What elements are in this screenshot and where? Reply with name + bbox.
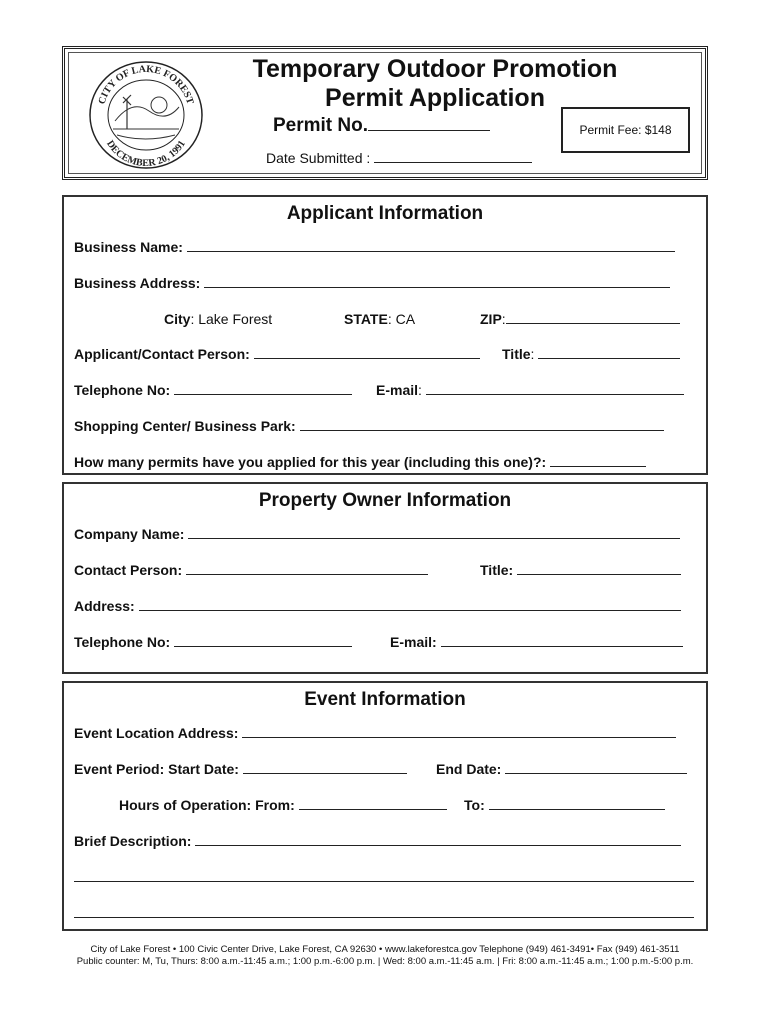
svg-text:DECEMBER 20, 1991: DECEMBER 20, 1991 <box>104 138 188 170</box>
owner-email-label: E-mail: <box>390 634 437 650</box>
start-date-field[interactable] <box>74 761 407 777</box>
applicant-title-field[interactable] <box>502 346 680 362</box>
hours-from-field[interactable] <box>119 797 447 813</box>
date-submitted-label: Date Submitted : <box>266 150 371 166</box>
applicant-section <box>62 195 708 475</box>
business-address-field[interactable] <box>74 275 670 291</box>
header-box <box>62 46 708 180</box>
applicant-telephone-label: Telephone No: <box>74 382 171 398</box>
event-section-title: Event Information <box>304 689 466 710</box>
description-field[interactable] <box>74 833 681 849</box>
zip-field[interactable] <box>480 311 680 327</box>
owner-title-label: Title: <box>480 562 514 578</box>
shopping-center-label: Shopping Center/ Business Park: <box>74 418 296 434</box>
zip-separator: : <box>501 311 506 327</box>
applicant-email-line[interactable] <box>426 382 684 395</box>
city-field <box>164 311 272 327</box>
footer-hours: Public counter: M, Tu, Thurs: 8:00 a.m.-11:45 a.m.; 1:00 p.m.-6:00 p.m. | Wed: 8:00 a.m.-11:45 a.m. | Fri: 8:00 a.m.-11:45 a.m.; 1:00 p.m.-5:00 p.m. <box>76 956 694 967</box>
zip-label: ZIP <box>480 311 502 327</box>
end-date-field[interactable] <box>436 761 687 777</box>
permit-no-label: Permit No. <box>273 115 369 136</box>
owner-title-field[interactable] <box>480 562 681 578</box>
permit-fee-text: Permit Fee: $148 <box>579 123 672 137</box>
permit-no-field[interactable] <box>273 115 490 137</box>
end-date-line[interactable] <box>505 761 687 774</box>
applicant-title-line[interactable] <box>538 346 680 359</box>
description-line-1[interactable] <box>195 833 681 846</box>
hours-from-label: Hours of Operation: From: <box>119 797 295 813</box>
owner-telephone-label: Telephone No: <box>74 634 171 650</box>
form-title-line2: Permit Application <box>325 84 545 112</box>
permit-fee-box <box>561 107 690 153</box>
applicant-email-separator: : <box>418 382 422 398</box>
owner-section-title: Property Owner Information <box>258 490 512 511</box>
end-date-label: End Date: <box>436 761 502 777</box>
date-submitted-field[interactable] <box>266 150 532 166</box>
owner-email-line[interactable] <box>441 634 683 647</box>
description-field-2[interactable] <box>74 869 694 885</box>
business-name-label: Business Name: <box>74 239 183 255</box>
hours-to-label: To: <box>464 797 485 813</box>
business-address-line[interactable] <box>204 275 670 288</box>
company-name-field[interactable] <box>74 526 680 542</box>
svg-text:CITY OF LAKE FOREST: CITY OF LAKE FOREST <box>96 63 196 106</box>
hours-to-line[interactable] <box>489 797 665 810</box>
owner-section <box>62 482 708 674</box>
applicant-telephone-field[interactable] <box>74 382 352 398</box>
owner-telephone-field[interactable] <box>74 634 352 650</box>
contact-person-field[interactable] <box>74 346 480 362</box>
zip-line[interactable] <box>506 311 680 324</box>
hours-to-field[interactable] <box>464 797 665 813</box>
city-seal-logo <box>87 59 205 171</box>
description-line-3[interactable] <box>74 905 694 918</box>
company-name-label: Company Name: <box>74 526 185 542</box>
applicant-title-separator: : <box>530 346 535 362</box>
city-label: City <box>164 311 191 327</box>
city-value: : Lake Forest <box>190 311 273 327</box>
event-location-line[interactable] <box>242 725 676 738</box>
applicant-email-field[interactable] <box>376 382 684 398</box>
business-address-label: Business Address: <box>74 275 201 291</box>
footer-contact: City of Lake Forest • 100 Civic Center Drive, Lake Forest, CA 92630 • www.lakeforestca.gov Telephone (949) 461-3491• Fax (949) 461-3511 <box>90 944 680 955</box>
form-title-line1: Temporary Outdoor Promotion <box>252 55 618 83</box>
start-date-label: Event Period: Start Date: <box>74 761 239 777</box>
description-line-2[interactable] <box>74 869 694 882</box>
owner-telephone-line[interactable] <box>174 634 352 647</box>
event-location-field[interactable] <box>74 725 676 741</box>
contact-person-label: Applicant/Contact Person: <box>74 346 250 362</box>
permits-count-field[interactable] <box>74 454 646 470</box>
permits-count-line[interactable] <box>550 454 646 467</box>
state-label: STATE <box>344 311 388 327</box>
start-date-line[interactable] <box>243 761 407 774</box>
applicant-telephone-line[interactable] <box>174 382 352 395</box>
state-value: : CA <box>387 311 416 327</box>
applicant-email-label: E-mail <box>376 382 419 398</box>
event-section <box>62 681 708 931</box>
business-name-field[interactable] <box>74 239 675 255</box>
company-name-line[interactable] <box>188 526 680 539</box>
owner-email-field[interactable] <box>390 634 683 650</box>
owner-address-label: Address: <box>74 598 135 614</box>
permit-no-line[interactable] <box>368 118 490 131</box>
owner-address-field[interactable] <box>74 598 681 614</box>
applicant-section-title: Applicant Information <box>286 203 484 224</box>
owner-title-line[interactable] <box>517 562 681 575</box>
owner-contact-person-line[interactable] <box>186 562 428 575</box>
owner-address-line[interactable] <box>139 598 681 611</box>
owner-contact-person-field[interactable] <box>74 562 428 578</box>
contact-person-line[interactable] <box>254 346 480 359</box>
description-label: Brief Description: <box>74 833 192 849</box>
description-field-3[interactable] <box>74 905 694 921</box>
hours-from-line[interactable] <box>299 797 447 810</box>
shopping-center-field[interactable] <box>74 418 664 434</box>
permits-count-question: How many permits have you applied for this year (including this one)?: <box>74 454 547 470</box>
shopping-center-line[interactable] <box>300 418 664 431</box>
event-location-label: Event Location Address: <box>74 725 239 741</box>
owner-contact-person-label: Contact Person: <box>74 562 183 578</box>
date-submitted-line[interactable] <box>374 150 532 163</box>
state-field <box>344 311 415 327</box>
business-name-line[interactable] <box>187 239 675 252</box>
applicant-title-label: Title <box>502 346 531 362</box>
